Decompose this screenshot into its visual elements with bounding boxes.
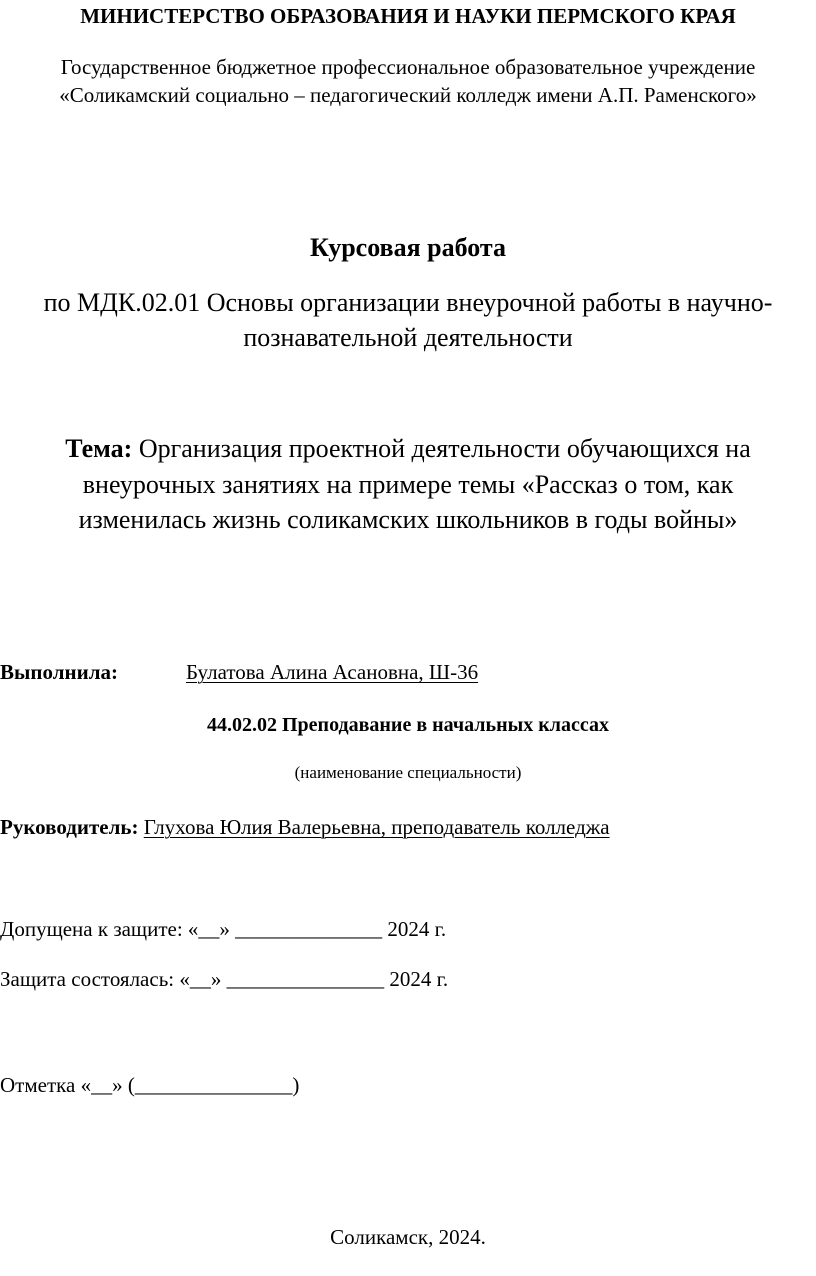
topic-line-3: изменилась жизнь соликамских школьников в годы войны» (78, 505, 738, 534)
supervisor-name: Глухова Юлия Валерьевна, преподаватель колледжа (143, 815, 610, 839)
institution-line-2: «Соликамский социально – педагогический колледж имени А.П. Раменского» (59, 83, 757, 107)
topic-line-2: внеурочных занятиях на примере темы «Рассказ о том, как (82, 470, 734, 499)
supervisor-row (0, 815, 816, 840)
defense-line: Защита состоялась: «__» _______________ 2024 г. (0, 967, 449, 991)
author-label: Выполнила: (0, 660, 118, 684)
supervisor-label: Руководитель: (0, 815, 139, 839)
specialty-note: (наименование специальности) (294, 763, 522, 782)
document-type-title: Курсовая работа (309, 233, 507, 262)
institution-line-1: Государственное бюджетное профессиональное образовательное учреждение (60, 55, 756, 79)
subject-line-2: познавательной деятельности (243, 323, 573, 352)
grade-line: Отметка «__» (_______________) (0, 1073, 300, 1097)
specialty-value: 44.02.02 Преподавание в начальных классах (206, 714, 609, 736)
topic-line-1 (0, 434, 816, 464)
subject-line-1: по МДК.02.01 Основы организации внеурочной работы в научно- (43, 288, 773, 317)
ministry-heading: МИНИСТЕРСТВО ОБРАЗОВАНИЯ И НАУКИ ПЕРМСКОГО КРАЯ (80, 4, 736, 28)
city-year: Соликамск, 2024. (330, 1225, 486, 1249)
author-name: Булатова Алина Асановна, Ш-36 (186, 660, 479, 684)
topic-text-1: Организация проектной деятельности обучающихся на (138, 434, 751, 463)
admission-line: Допущена к защите: «__» ______________ 2024 г. (0, 917, 447, 941)
topic-label: Тема: (65, 434, 133, 463)
